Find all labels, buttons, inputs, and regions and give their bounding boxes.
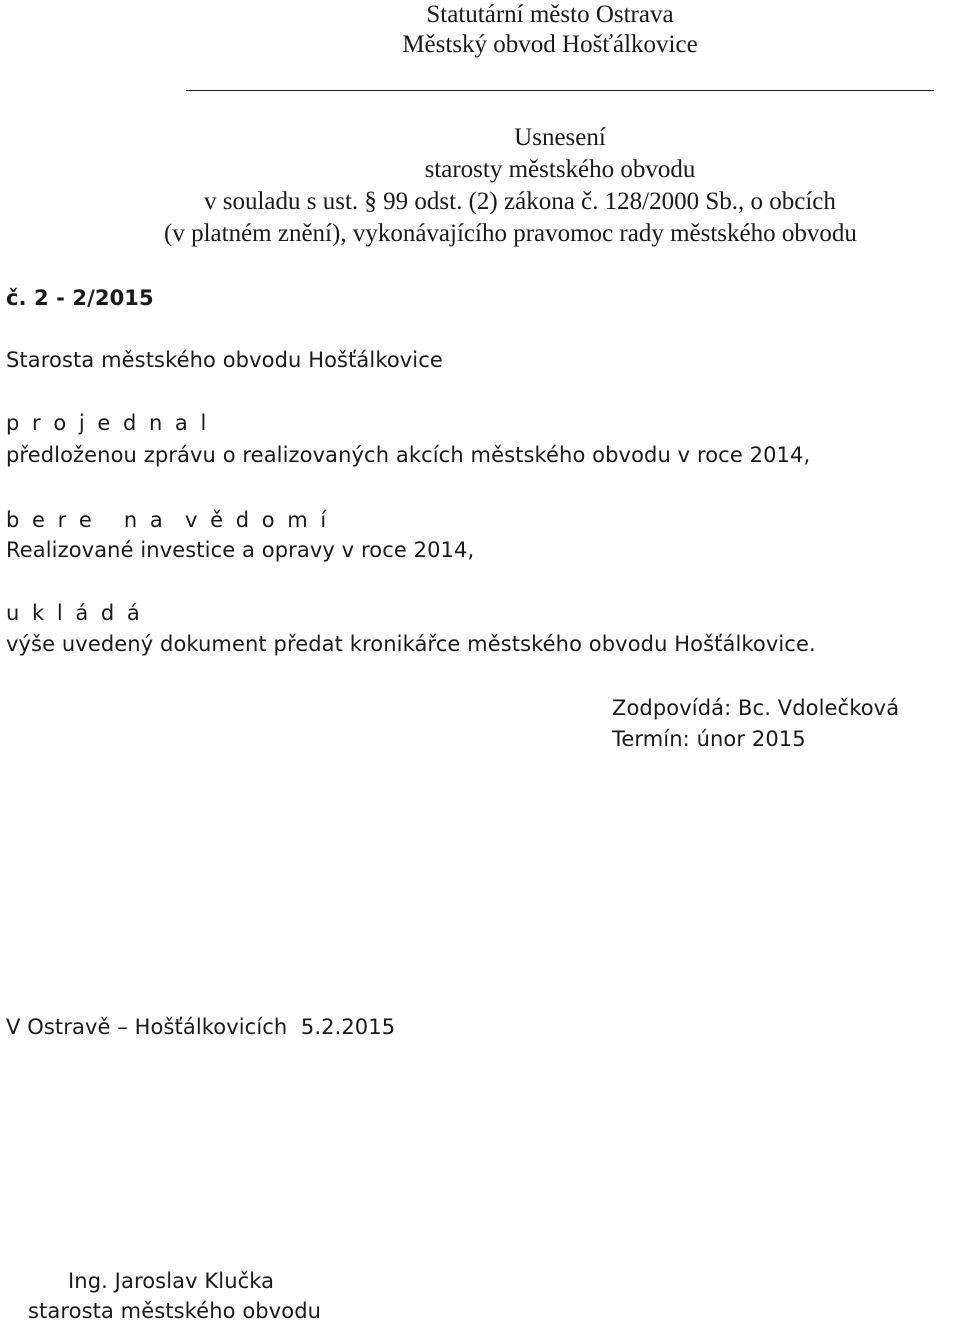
header-city: Statutární město Ostrava bbox=[426, 1, 674, 28]
section-text-uklada: výše uvedený dokument předat kronikářce městského obvodu Hošťálkovice. bbox=[6, 632, 816, 656]
actor-line: Starosta městského obvodu Hošťálkovice bbox=[6, 348, 443, 372]
section-verb-uklada: u k l á d á bbox=[6, 601, 143, 625]
responsible-person: Zodpovídá: Bc. Vdolečková bbox=[612, 696, 900, 720]
signatory-role: starosta městského obvodu bbox=[28, 1299, 322, 1323]
document-subheading: starosty městského obvodu bbox=[424, 156, 696, 183]
section-text-projednal: předloženou zprávu o realizovaných akcích městského obvodu v roce 2014, bbox=[6, 443, 811, 467]
place-and-date: V Ostravě – Hošťálkovicích 5.2.2015 bbox=[6, 1015, 396, 1039]
scope-line: (v platném znění), vykonávajícího pravomoc rady městského obvodu bbox=[164, 220, 857, 247]
document-heading: Usnesení bbox=[514, 124, 606, 151]
deadline: Termín: únor 2015 bbox=[612, 727, 806, 751]
signatory-name: Ing. Jaroslav Klučka bbox=[68, 1269, 275, 1293]
law-reference: v souladu s ust. § 99 odst. (2) zákona č. 128/2000 Sb., o obcích bbox=[204, 188, 836, 215]
resolution-number: č. 2 - 2/2015 bbox=[6, 286, 154, 310]
header-district: Městský obvod Hošťálkovice bbox=[402, 31, 698, 58]
section-verb-projednal: p r o j e d n a l bbox=[6, 411, 210, 435]
section-verb-bere-na-vedomi: b e r e n a v ě d o m í bbox=[6, 508, 330, 532]
header-divider bbox=[186, 90, 934, 91]
section-text-bere-na-vedomi: Realizované investice a opravy v roce 2014, bbox=[6, 538, 475, 562]
